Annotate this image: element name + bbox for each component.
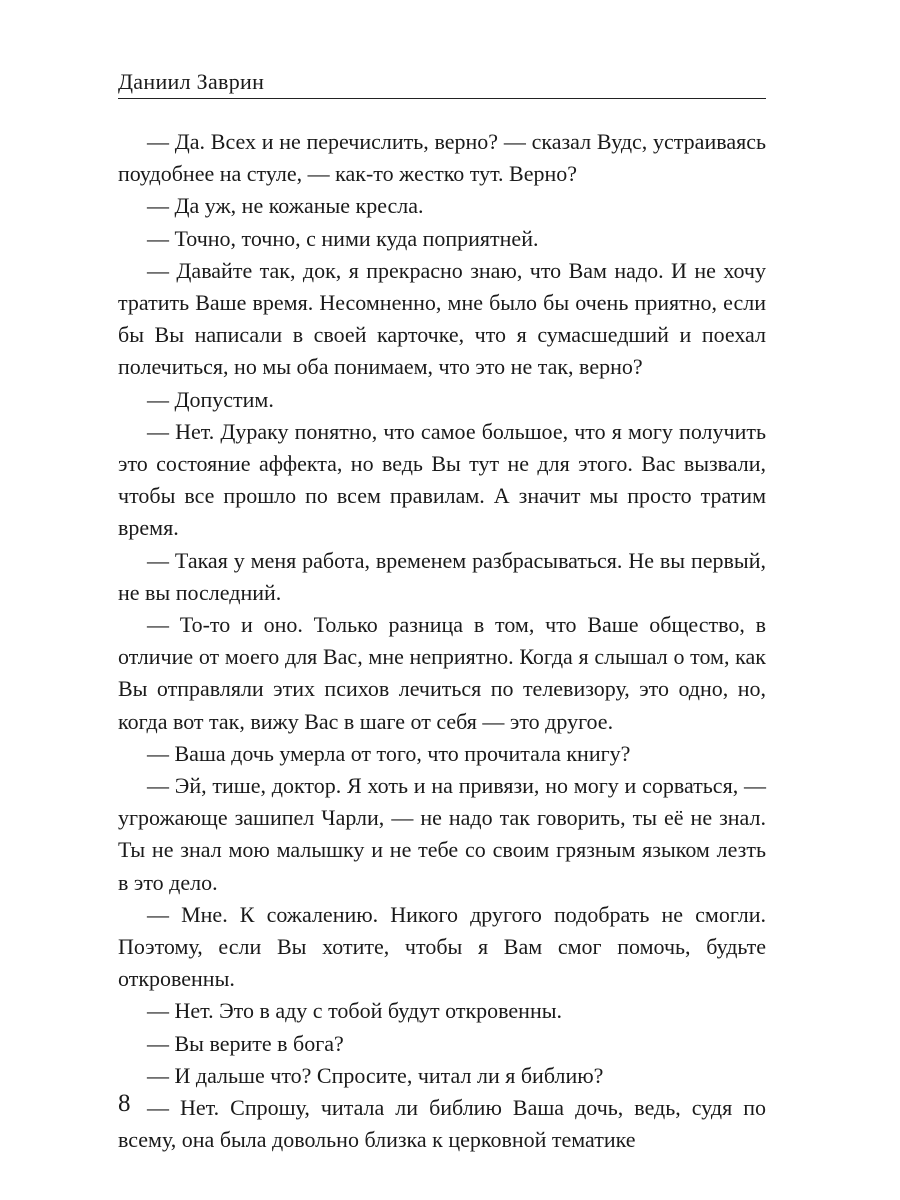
page-number: 8: [118, 1090, 131, 1117]
paragraph: — Эй, тише, доктор. Я хоть и на привязи, но могу и сорваться, — угрожающе зашипел Чарли, — не надо так говорить, ты её не знал. Ты не знал мою малышку и не тебе со своим грязным языком лезть в это дело.: [118, 773, 766, 895]
paragraph: — Мне. К сожалению. Никого другого подобрать не смогли. Поэтому, если Вы хотите, чтобы я Вам смог помочь, будьте откровенны.: [118, 901, 766, 992]
running-header-author: Даниил Заврин: [118, 69, 265, 94]
paragraph: — И дальше что? Спросите, читал ли я библию?: [147, 1062, 604, 1088]
running-header: [118, 70, 766, 99]
paragraph: — Допустим.: [147, 386, 274, 412]
paragraph: — Вы верите в бога?: [147, 1030, 344, 1056]
paragraph: — То-то и оно. Только разница в том, что Ваше общество, в отличие от моего для Вас, мне неприятно. Когда я слышал о том, как Вы отправляли этих психов лечиться по телевизору, это одно, но, когда вот так, вижу Вас в шаге от себя — это другое.: [118, 612, 766, 734]
paragraph: — Ваша дочь умерла от того, что прочитала книгу?: [147, 740, 631, 766]
body-text: [118, 126, 766, 1157]
paragraph: — Нет. Дураку понятно, что самое большое, что я могу получить это состояние аффекта, но ведь Вы тут не для этого. Вас вызвали, чтобы все прошло по всем правилам. А значит мы просто тратим время.: [118, 418, 766, 541]
paragraph: — Точно, точно, с ними куда поприятней.: [147, 225, 539, 251]
paragraph: — Нет. Спрошу, читала ли библию Ваша дочь, ведь, судя по всему, она была довольно близка к церковной тематике: [118, 1095, 766, 1153]
paragraph: — Да уж, не кожаные кресла.: [147, 193, 424, 219]
paragraph: — Давайте так, док, я прекрасно знаю, что Вам надо. И не хочу тратить Ваше время. Несомненно, мне было бы очень приятно, если бы Вы написали в своей карточке, что я сумасшедший и поехал полечиться, но мы оба понимаем, что это не так, верно?: [118, 257, 766, 380]
paragraph: — Такая у меня работа, временем разбрасываться. Не вы первый, не вы последний.: [118, 547, 766, 605]
paragraph: — Нет. Это в аду с тобой будут откровенны.: [147, 998, 563, 1024]
paragraph: — Да. Всех и не перечислить, верно? — сказал Вудс, устраиваясь поудобнее на стуле, — как-то жестко тут. Верно?: [118, 129, 766, 187]
